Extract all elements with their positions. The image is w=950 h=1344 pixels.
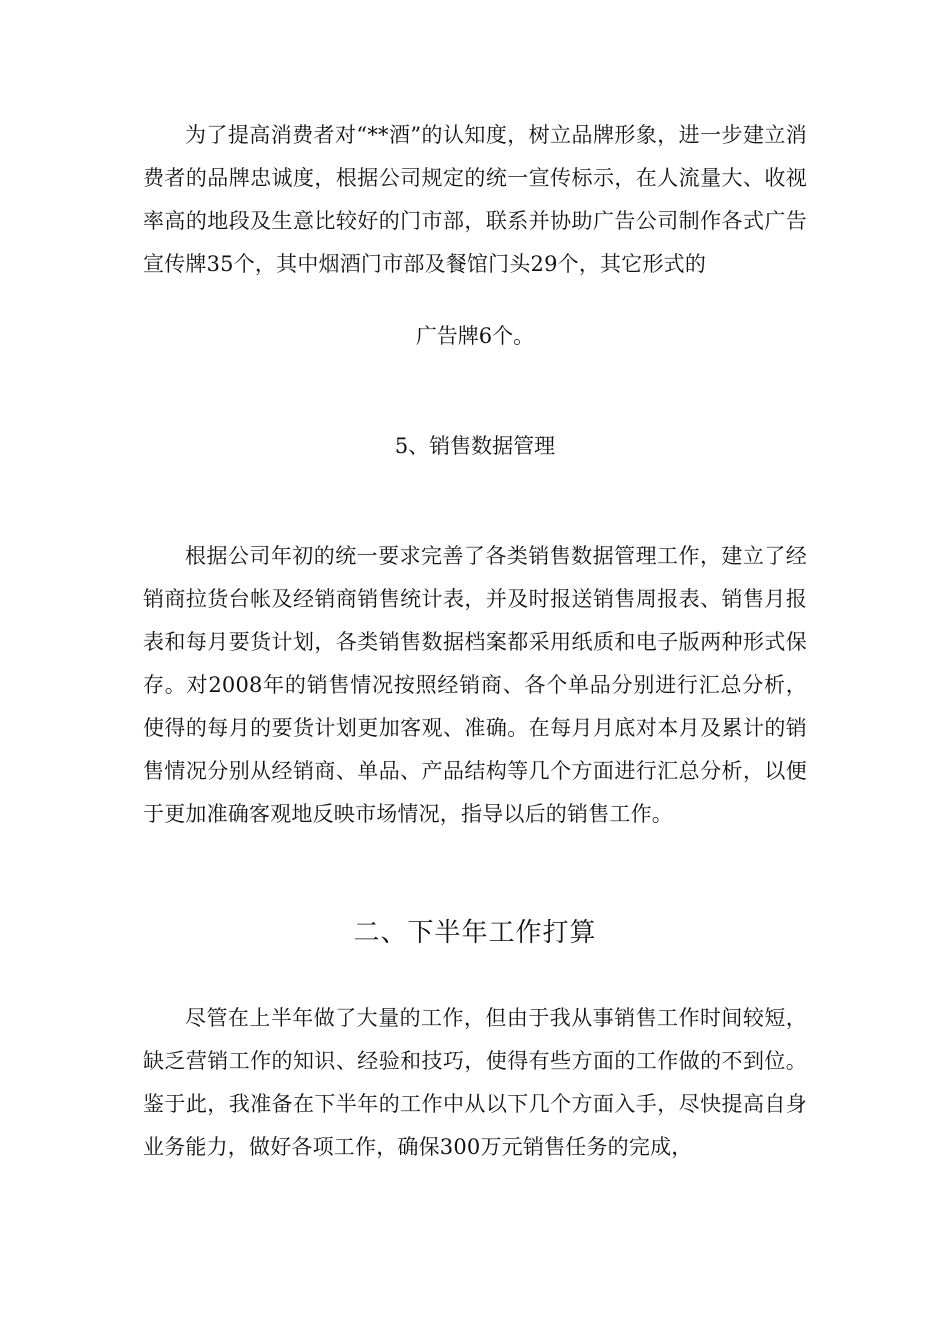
section-heading-second-half-plan: 二、下半年工作打算 <box>353 918 597 948</box>
paragraph-sales-data: 根据公司年初的统一要求完善了各类销售数据管理工作，建立了经销商拉货台帐及经销商销售统计表，并及时报送销售周报表、销售月报表和每月要货计划，各类销售数据档案都采用纸质和电子版两种形式保存。对2008年的销售情况按照经销商、各个单品分别进行汇总分析，使得的每月的要货计划更加客观、准确。在每月月底对本月及累计的销售情况分别从经销商、单品、产品结构等几个方面进行汇总分析，以便于更加准确客观地反映市场情况，指导以后的销售工作。 <box>143 544 807 826</box>
paragraph-second-half: 尽管在上半年做了大量的工作，但由于我从事销售工作时间较短，缺乏营销工作的知识、经验和技巧，使得有些方面的工作做的不到位。鉴于此，我准备在下半年的工作中从以下几个方面入手，尽快提高自身业务能力，做好各项工作，确保300万元销售任务的完成， <box>143 1006 807 1159</box>
paragraph-advertising: 为了提高消费者对“**酒”的认知度，树立品牌形象，进一步建立消费者的品牌忠诚度，根据公司规定的统一宣传标示，在人流量大、收视率高的地段及生意比较好的门市部，联系并协助广告公司制作各式广告宣传牌35个，其中烟酒门市部及餐馆门头29个，其它形式的 <box>143 123 807 276</box>
paragraph-advertising-tail: 广告牌6个。 <box>415 324 535 348</box>
subheading-sales-data-management: 5、销售数据管理 <box>394 434 556 458</box>
